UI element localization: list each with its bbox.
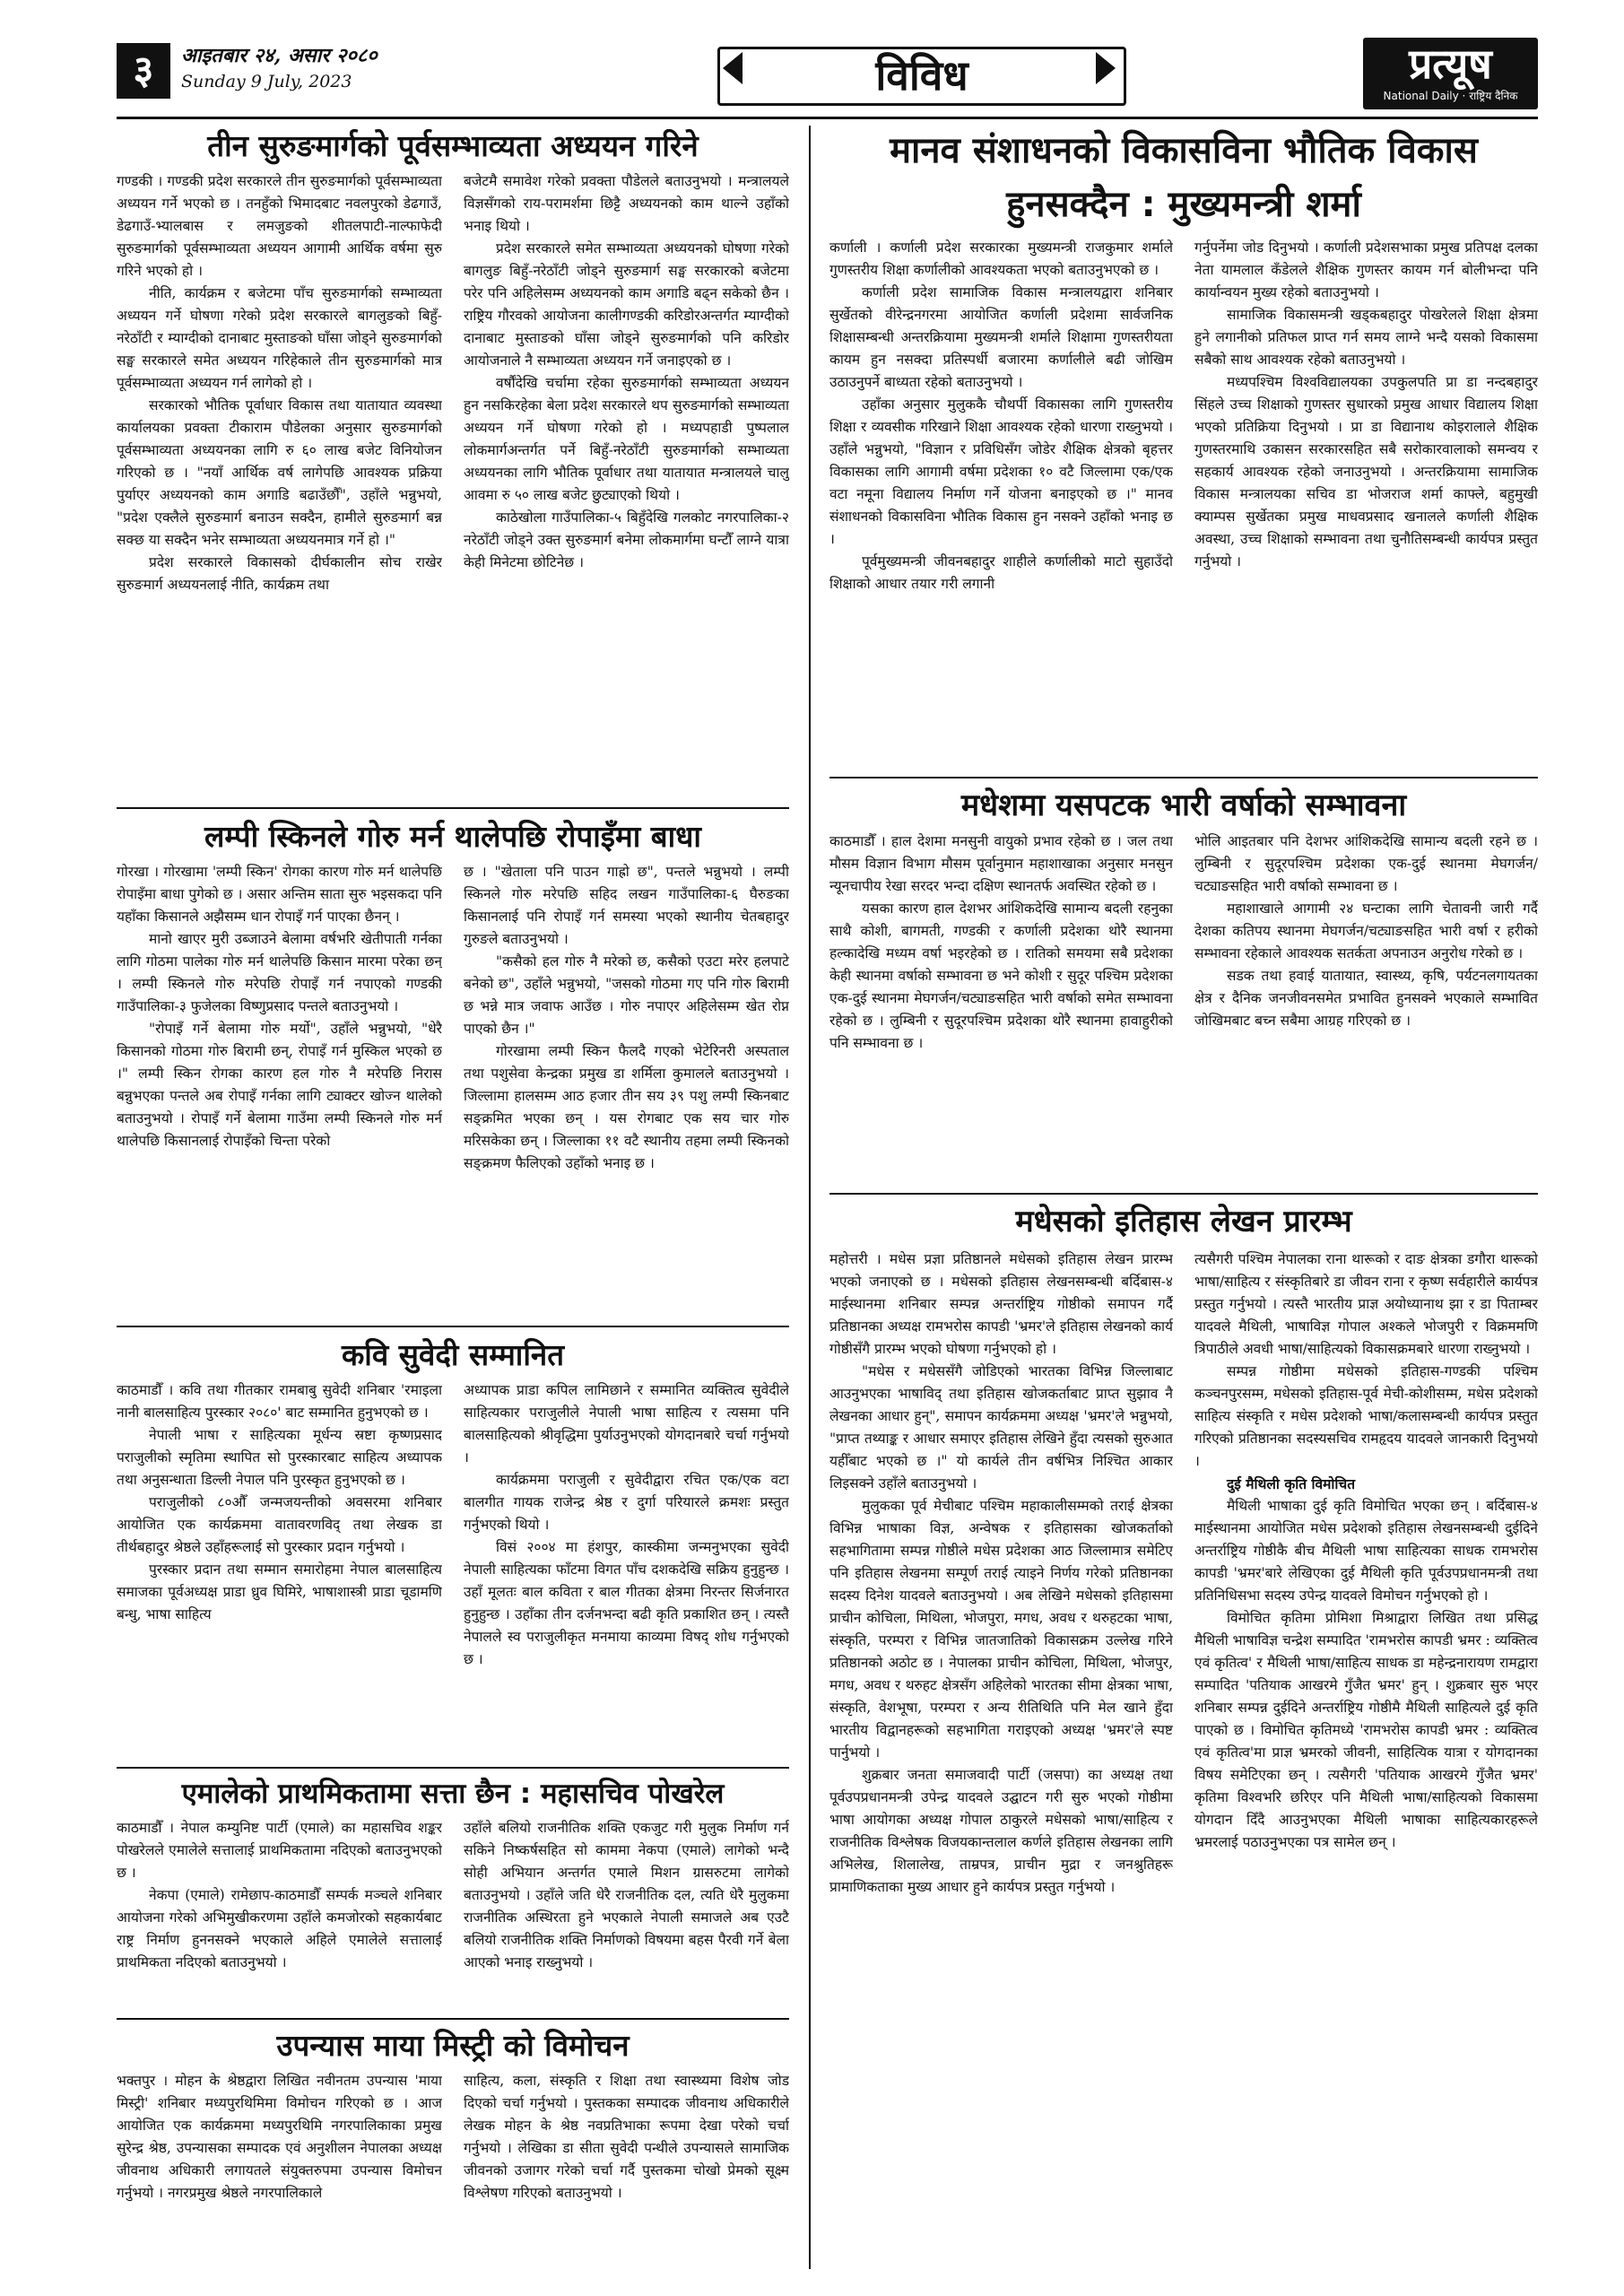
- paragraph: प्रदेश सरकारले समेत सम्भाव्यता अध्ययनको घोषणा गरेको बागलुङ बिहुँ-नरेठाँटी जोड्ने सुरुङमार्ग सङ्घ सरकारको बजेटमा परेर पनि अहिलेसम्म अध्ययनको काम अगाडि बढ्न सकेको छैन । राष्ट्रिय गौरवको आयोजना कालीगण्डकी करिडोरअन्तर्गत म्याग्दीको दानाबाट मुस्ताङको घाँसा जोड्ने सुरुङमार्गको पनि करिडोर आयोजनाले नै सम्भाव्यता अध्ययन गर्ने जनाइएको छ ।: [464, 240, 789, 369]
- paragraph: प्रदेश सरकारले विकासको दीर्घकालीन सोच राखेर सुरुङमार्ग अध्ययनलाई नीति, कार्यक्रम तथा: [117, 554, 442, 593]
- section-title: विविध: [717, 47, 1126, 106]
- paragraph: सरकारको भौतिक पूर्वाधार विकास तथा यातायात व्यवस्था कार्यालयका प्रवक्ता टीकाराम पौडेलका अनुसार सुरुङमार्गको पूर्वसम्भाव्यता अध्ययनका लागि रु ६० लाख बजेट विनियोजन गरिएको छ । "नयाँ आर्थिक वर्ष लागेपछि आवश्यक प्रक्रिया पुर्याएर अध्ययनको काम अगाडि बढाउँछौँ", उहाँले भन्नुभयो, "प्रदेश एक्लैले सुरुङमार्ग बनाउन सक्दैन, हामीले सुरुङमार्ग बन्न सक्छ या सक्दैन भनेर सम्भाव्यता अध्ययनमात्र गर्ने हो ।": [117, 397, 442, 548]
- paragraph: भोलि आइतबार पनि देशभर आंशिकदेखि सामान्य बदली रहने छ । लुम्बिनी र सुदूरपश्चिम प्रदेशका एक-दुई स्थानमा मेघगर्जन/चट्याङसहित भारी वर्षाको सम्भावना छ ।: [1194, 833, 1538, 894]
- paragraph: महाशाखाले आगामी २४ घन्टाका लागि चेतावनी जारी गर्दै देशका कतिपय स्थानमा मेघगर्जन/चट्याङसहित भारी वर्षा र हरीको सम्भावना रहेकाले आवश्यक सतर्कता अपनाउन अनुरोध गरेको छ ।: [1194, 900, 1538, 961]
- paragraph: सम्पन्न गोष्ठीमा मधेसको इतिहास-गण्डकी पश्चिम कञ्चनपुरसम्म, मधेसको इतिहास-पूर्व मेची-कोशीसम्म, मधेस प्रदेशको साहित्य संस्कृति र मधेस प्रदेशको भाषा/कलासम्बन्धी कार्यपत्र प्रस्तुत गरिएको प्रतिष्ठानका सदस्यसचिव रामहृदय यादवले जानकारी दिनुभयो ।: [1194, 1363, 1538, 1469]
- paragraph: विमोचित कृतिमा प्रोमिशा मिश्राद्वारा लिखित तथा प्रसिद्ध मैथिली भाषाविज्ञ चन्द्रेश सम्पादित 'रामभरोस कापडी भ्रमर : व्यक्तित्व एवं कृतित्व' र मैथिली भाषा/साहित्य साधक डा महेन्द्रनारायण रामद्वारा सम्पादित 'पतियाक आखरमे गुँजैत भ्रमर' हुन् । शुक्रबार सुरु भएर शनिबार सम्पन्न दुईदिने अन्तर्राष्ट्रिय गोष्ठीमै मैथिली साहित्यले दुई कृति पाएको छ । विमोचित कृतिमध्ये 'रामभरोस कापडी भ्रमर : व्यक्तित्व एवं कृतित्व'मा प्राज्ञ भ्रमरको जीवनी, साहित्यिक यात्रा र योगदानका विषय समेटिएका छन् । त्यसैगरी 'पतियाक आखरमे गुँजैत भ्रमर' कृतिमा विश्वभरि छरिएर पनि मैथिली भाषा/साहित्यको विकासमा योगदान दिँदै आउनुभएका मैथिली भाषाका साहित्यकारहरूले भ्रमरलाई पठाउनुभएका पत्र सामेल छन् ।: [1194, 1610, 1538, 1850]
- paragraph: काठमाडौँ । हाल देशमा मनसुनी वायुको प्रभाव रहेको छ । जल तथा मौसम विज्ञान विभाग मौसम पूर्वानुमान महाशाखाका अनुसार मनसुन न्यूनचापीय रेखा सरदर भन्दा दक्षिण स्थानतर्फ अवस्थित रहेको छ ।: [829, 833, 1173, 894]
- paragraph: "कसैको हल गोरु नै मरेको छ, कसैको एउटा मरेर हलपाटे बनेको छ", उहाँले भन्नुभयो, "जसको गोठमा गए पनि गोरु बिरामी छ भन्ने मात्र जवाफ आउँछ । गोरु नपाएर अहिलेसम्म खेत रोप्न पाएको छैन ।": [464, 953, 789, 1037]
- paragraph: काठेखोला गाउँपालिका-५ बिहुँदेखि गलकोट नगरपालिका-२ नरेठाँटी जोड्ने उक्त सुरुङमार्ग बनेमा लोकमार्गमा घन्टौँ लाग्ने यात्रा केही मिनेटमा छोटिनेछ ।: [464, 509, 789, 570]
- article-column: [829, 1248, 1173, 2266]
- masthead: [117, 36, 1538, 119]
- divider: [117, 2018, 789, 2020]
- paragraph: "रोपाइँ गर्ने बेलामा गोरु मर्यो", उहाँले भन्नुभयो, "धेरै किसानको गोठमा गोरु बिरामी छन्, रोपाइँ गर्न मुस्किल भएको छ ।" लम्पी स्किन रोगका कारण हल गोरु नै मरेपछि निरास बन्नुभएका पन्तले अब रोपाइँ गर्नका लागि ट्याक्टर खोज्न थालेको बताउनुभयो । रोपाइँ गर्ने बेलामा गाउँमा लम्पी स्किनले गोरु मर्न थालेपछि किसानलाई रोपाइँको चिन्ता परेको: [117, 1021, 442, 1149]
- paragraph: मानो खाएर मुरी उब्जाउने बेलामा वर्षभरि खेतीपाती गर्नका लागि गोठमा पालेका गोरु मर्न थालेपछि किसान मारमा परेका छन् । लम्पी स्किनले गोरु मरेपछि रोपाइँ गर्न नपाएको गण्डकी गाउँपालिका-३ फुजेलका विष्णुप्रसाद पन्तले बताउनुभयो ।: [117, 931, 442, 1014]
- divider: [117, 1326, 789, 1327]
- article-column: [117, 1379, 442, 1756]
- headline: कवि सुवेदी सम्मानित: [341, 1337, 565, 1372]
- page-number: ३: [117, 43, 170, 99]
- article-lumpy-skin: [117, 816, 789, 1318]
- paragraph: नेकपा (एमाले) रामेछाप-काठमाडौँ सम्पर्क मञ्चले शनिबार आयोजना गरेको अभिमुखीकरणमा उहाँले कमजोरको सहकार्यबाट राष्ट्र निर्माण हुननसक्ने भएकाले अहिले एमालेले सत्तालाई प्राथमिकता नदिएको बताउनुभयो ।: [117, 1887, 442, 1970]
- headline: उपन्यास माया मिस्ट्री को विमोचन: [276, 2028, 630, 2063]
- divider: [117, 807, 789, 809]
- paragraph: सडक तथा हवाई यातायात, स्वास्थ्य, कृषि, पर्यटनलगायतका क्षेत्र र दैनिक जनजीवनसमेत प्रभावित हुनसक्ने भएकाले सम्भावित जोखिमबाट बच्न सबैमा आग्रह गरिएको छ ।: [1194, 968, 1538, 1029]
- divider: [117, 1767, 789, 1769]
- article-poet-honoured: [117, 1335, 789, 1761]
- paragraph: बजेटमै समावेश गरेको प्रवक्ता पौडेलले बताउनुभयो । मन्त्रालयले विज्ञसँगको राय-परामर्शमा छिट्टै अध्ययनको काम थाल्ने उहाँको भनाइ थियो ।: [464, 173, 789, 234]
- paragraph: सामाजिक विकासमन्त्री खड्कबहादुर पोखरेलले शिक्षा क्षेत्रमा हुने लगानीको प्रतिफल प्राप्त गर्न समय लाग्ने भन्दै यसको विकासमा सबैको साथ आवश्यक रहेको बताउनुभयो ।: [1194, 307, 1538, 368]
- paragraph: उहाँका अनुसार मुलुककै चौथर्पी विकासका लागि गुणस्तरीय शिक्षा र व्यवसीक गरिखाने शिक्षा आवश्यक रहेको धारणा राख्नुभयो । उहाँले भन्नुभयो, "विज्ञान र प्रविधिसँग जोडेर शैक्षिक क्षेत्रको बृहत्तर विकासका लागि आगामी वर्षमा प्रदेशका १० वटै जिल्लामा एक/एक वटा नमूना विद्यालय निर्माण गर्ने योजना बनाइएको छ ।" मानव संशाधनको विकासविना भौतिक विकास हुन नसक्ने उहाँको भनाइ छ ।: [829, 396, 1173, 547]
- paragraph: मुलुकका पूर्व मेचीबाट पश्चिम महाकालीसम्मको तराई क्षेत्रका विभिन्न भाषाका विज्ञ, अन्वेषक र इतिहासका खोजकर्ताको सहभागितामा सम्पन्न गोष्ठीले मधेस प्रदेशका आठ जिल्लामात्र समेटिए पनि इतिहास लेखनमा सम्पूर्ण तराई त्याइने निर्णय गरेको प्रतिष्ठानका सदस्य दिनेश यादवले बताउनुभयो । अब लेखिने मधेसको इतिहासमा प्राचीन कोचिला, मिथिला, भोजपुरा, मगध, अवध र थरुहटका भाषा, संस्कृति, परम्परा र विभिन्न जातजातिको विकासक्रम उल्लेख गरिने प्रतिष्ठानको अठोट छ । नेपालका प्राचीन कोचिला, मिथिला, भोजपुर, मगध, अवध र थरुहट क्षेत्रसँग अहिलेको भारतका सीमा क्षेत्रका भाषा, संस्कृति, वेशभूषा, परम्परा र अन्य रीतिथिति पनि मेल खाने हुँदा भारतीय विद्वानहरूको सहभागिता गराइएको अध्यक्ष 'भ्रमर'ले स्पष्ट पार्नुभयो ।: [829, 1498, 1173, 1761]
- paragraph: मध्यपश्चिम विश्वविद्यालयका उपकुलपति प्रा डा नन्दबहादुर सिंहले उच्च शिक्षाको गुणस्तर सुधारको प्रमुख आधार विद्यालय शिक्षा भएको प्रतिक्रिया दिनुभयो । प्रा डा विद्यानाथ कोइरालाले शैक्षिक गुणस्तरमाथि उकासन सरकारसहित सबै सरोकारवालाको समन्वय र सहकार्य आवश्यक रहेको जनाउनुभयो । अन्तरक्रियामा सामाजिक विकास मन्त्रालयका सचिव डा भोजराज शर्मा काफ्ले, बहुमुखी क्याम्पस सुर्खेतका प्रमुख माधवप्रसाद खनालले कर्णाली शैक्षिक अवस्था, उच्च शिक्षाको सम्भावना तथा चुनौतिसम्बन्धी कार्यपत्र प्रस्तुत गर्नुभयो ।: [1194, 374, 1538, 570]
- article-column: [1194, 237, 1538, 766]
- paragraph: शुक्रबार जनता समाजवादी पार्टी (जसपा) का अध्यक्ष तथा पूर्वउपप्रधानमन्त्री उपेन्द्र यादवले उद्घाटन गरी सुरु भएको गोष्ठीमा भाषा आयोगका अध्यक्ष गोपाल ठाकुरले मधेसको भाषा/साहित्य र राजनीतिक विश्लेषक विजयकान्तलाल कर्णले इतिहास लेखनका लागि अभिलेख, शिलालेख, ताम्रपत्र, प्राचीन मुद्रा र जनश्रुतिहरू प्रामाणिकताका मुख्य आधार हुने कार्यपत्र प्रस्तुत गर्नुभयो ।: [829, 1767, 1173, 1895]
- paragraph: काठमाडौँ । कवि तथा गीतकार रामबाबु सुवेदी शनिबार 'रमाइला नानी बालसाहित्य पुरस्कार २०८०' बाट सम्मानित हुनुभएको छ ।: [117, 1382, 442, 1421]
- article-column: [117, 170, 442, 789]
- logo-title: प्रत्यूष: [1409, 39, 1492, 88]
- paragraph: कार्यक्रममा पराजुली र सुवेदीद्वारा रचित एक/एक वटा बालगीत गायक राजेन्द्र श्रेष्ठ र दुर्गा परियारले क्रमशः प्रस्तुत गर्नुभएको थियो ।: [464, 1472, 789, 1533]
- article-column: [464, 170, 789, 789]
- paragraph: काठमाडौँ । नेपाल कम्युनिष्ट पार्टी (एमाले) का महासचिव शङ्कर पोखरेलले एमालेले सत्तालाई प्राथमिकतामा नदिएको बताउनुभएको छ ।: [117, 1820, 442, 1881]
- paragraph: छ । "खेताला पनि पाउन गाह्रो छ", पन्तले भन्नुभयो । लम्पी स्किनले गोरु मरेपछि सहिद लखन गाउँपालिका-६ घैरुङका किसानलाई पनि रोपाइँ गर्न समस्या भएको स्थानीय चेतबहादुर गुरुङले बताउनुभयो ।: [464, 864, 789, 947]
- paragraph: उहाँले बलियो राजनीतिक शक्ति एकजुट गरी मुलुक निर्माण गर्न सकिने निष्कर्षसहित सो काममा नेकपा (एमाले) लागेको भन्दै सोही अभियान अन्तर्गत एमाले मिशन ग्रासरुटमा लागेको बताउनुभयो । उहाँले जति धेरै राजनीतिक दल, त्यति धेरै मुलुकमा राजनीतिक अस्थिरता हुने भएकाले नेपाली समाजले अब एउटै बलियो राजनीतिक शक्ति निर्माणको विषयमा बहस पैरवी गर्ने बेला आएको भनाइ राख्नुभयो ।: [464, 1820, 789, 1970]
- paragraph: कर्णाली । कर्णाली प्रदेश सरकारका मुख्यमन्त्री राजकुमार शर्माले गुणस्तरीय शिक्षा कर्णालीको आवश्यकता भएको बताउनुभएको छ ।: [829, 239, 1173, 278]
- paragraph: पराजुलीको ८०औँ जन्मजयन्तीको अवसरमा शनिबार आयोजित एक कार्यक्रममा वातावरणविद् तथा लेखक डा तीर्थबहादुर श्रेष्ठले उहाँहरूलाई सो पुरस्कार प्रदान गर्नुभयो ।: [117, 1494, 442, 1555]
- newspaper-logo: [1363, 38, 1538, 109]
- article-column: [829, 237, 1173, 766]
- article-column: [464, 861, 789, 1309]
- paragraph: "मधेस र मधेससँगै जोडिएको भारतका विभिन्न जिल्लाबाट आउनुभएका भाषाविद् तथा इतिहास खोजकर्ताबाट प्राप्त सुझाव नै लेखनका आधार हुन्", समापन कार्यक्रममा अध्यक्ष 'भ्रमर'ले भन्नुभयो, "प्राप्त तथ्याङ्क र आधार समाएर इतिहास लेखिने हुँदा त्यसको सुरुआत यहीँबाट भएको छ ।" यो कार्यले तीन वर्षभित्र निश्चित आकार लिइसक्ने उहाँले बताउनुभयो ।: [829, 1363, 1173, 1492]
- paragraph: गोरखा । गोरखामा 'लम्पी स्किन' रोगका कारण गोरु मर्न थालेपछि रोपाइँमा बाधा पुगेको छ । असार अन्तिम साता सुरु भइसकदा पनि यहाँका किसानले अझैसम्म धान रोपाइँ गर्न पाएका छैनन् ।: [117, 864, 442, 925]
- headline: लम्पी स्किनले गोरु मर्न थालेपछि रोपाइँमा बाधा: [204, 819, 701, 854]
- paragraph: पूर्वमुख्यमन्त्री जीवनबहादुर शाहीले कर्णालीको माटो सुहाउँदो शिक्षाको आधार तयार गरी लगानी: [829, 553, 1173, 592]
- article-column: [117, 861, 442, 1309]
- article-column: [117, 1817, 442, 2010]
- article-column: [464, 1817, 789, 2010]
- paragraph: गण्डकी । गण्डकी प्रदेश सरकारले तीन सुरुङमार्गको पूर्वसम्भाव्यता अध्ययन गर्ने भएको छ । तनहुँको भिमादबाट नवलपुरको डेढगाउँ, डेढगाउँ-भ्यालबास र लमजुङको शीतलपाटी-नाल्फाफेदी सुरुङमार्गको पूर्वसम्भाव्यता अध्ययन आगामी आर्थिक वर्षमा सुरु गरिने भएको हो ।: [117, 173, 442, 279]
- divider: [829, 1193, 1538, 1195]
- headline: मधेसको इतिहास लेखन प्रारम्भ: [1015, 1204, 1352, 1239]
- article-novel-launch: [117, 2025, 789, 2269]
- paragraph: भक्तपुर । मोहन के श्रेष्ठद्वारा लिखित नवीनतम उपन्यास 'माया मिस्ट्री' शनिबार मध्यपुरथिमिमा विमोचन गरिएको छ । आज आयोजित एक कार्यक्रममा मध्यपुरथिमि नगरपालिकाका प्रमुख सुरेन्द्र श्रेष्ठ, उपन्यासका सम्पादक एवं अनुशीलन नेपालका अध्यक्ष जीवनाथ अधिकारी लगायतले संयुक्तरुपमा उपन्यास विमोचन गर्नुभयो । नगरप्रमुख श्रेष्ठले नगरपालिकाले: [117, 2073, 442, 2201]
- article-madhesh-rain: [829, 784, 1538, 1187]
- arrow-right-icon: [1096, 52, 1116, 84]
- headline: मानव संशाधनको विकासविना भौतिक विकास: [890, 130, 1478, 171]
- paragraph: नीति, कार्यक्रम र बजेटमा पाँच सुरुङमार्गको सम्भाव्यता अध्ययन गर्ने घोषणा गरेको प्रदेश सरकारले बागलुङको बिहुँ-नरेठाँटी र म्याग्दीको दानाबाट मुस्ताङको घाँसा जोड्ने सुरुङमार्गको सङ्घ सरकारले समेत अध्ययन गरिहेकाले तीन सुरुङमार्गको मात्र पूर्वसम्भाव्यता अध्ययन गर्न लागेको हो ।: [117, 285, 442, 391]
- article-column: [117, 2070, 442, 2266]
- paragraph: कर्णाली प्रदेश सामाजिक विकास मन्त्रालयद्वारा शनिबार सुर्खेतको वीरेन्द्रनगरमा आयोजित कर्णाली प्रदेशमा सार्वजनिक शिक्षासम्बन्धी अन्तरक्रियामा मुख्यमन्त्री शर्माले शिक्षामा गुणस्तरीयता कायम हुन नसक्दा प्रतिस्पर्धी बजारमा कर्णालीले बढी जोखिम उठाउनुपर्ने बाध्यता रहेको बताउनुभयो ।: [829, 284, 1173, 390]
- paragraph: यसका कारण हाल देशभर आंशिकदेखि सामान्य बदली रहनुका साथै कोशी, बागमती, गण्डकी र कर्णाली प्रदेशका थोरै स्थानमा हल्कादेखि मध्यम वर्षा भइरहेको छ । रातिको समयमा सबै प्रदेशका केही स्थानमा वर्षाको सम्भावना छ भने कोशी र सुदूर पश्चिम प्रदेशका एक-दुई स्थानमा मेघगर्जन/चट्याङसहित भारी वर्षाको समेत सम्भावना रहेको छ । लुम्बिनी र सुदूरपश्चिम प्रदेशका थोरै स्थानमा हावाहुरीको पनि सम्भावना छ ।: [829, 900, 1173, 1051]
- paragraph: वर्षौंदेखि चर्चामा रहेका सुरुङमार्गको सम्भाव्यता अध्ययन हुन नसकिरहेका बेला प्रदेश सरकारले थप सुरुङमार्गको सम्भाव्यता अध्ययन गर्ने घोषणा गरेको हो । मध्यपहाडी पुष्पलाल लोकमार्गअन्तर्गत पर्ने बिहुँ-नरेठाँटी सुरुङमार्गको सम्भाव्यता अध्ययनका लागि भौतिक पूर्वाधार तथा यातायात मन्त्रालयले चालु आवमा रु ५० लाख बजेट छुट्याएको थियो ।: [464, 375, 789, 503]
- article-tunnel: [117, 126, 789, 798]
- divider: [829, 777, 1538, 778]
- article-column: [464, 2070, 789, 2266]
- paragraph: मैथिली भाषाका दुई कृति विमोचित भएका छन् । बर्दिबास-४ माईस्थानमा आयोजित मधेस प्रदेशको इतिहास लेखनसम्बन्धी दुईदिने अन्तर्राष्ट्रिय गोष्ठीकै बीच मैथिली भाषा साहित्यका साधक रामभरोस कापडी 'भ्रमर'बारे लेखिएका दुई मैथिली कृति पूर्वउपप्रधानमन्त्री तथा प्रतिनिधिसभा सदस्य उपेन्द्र यादवले विमोचन गर्नुभएको हो ।: [1194, 1498, 1538, 1604]
- column-divider: [809, 126, 811, 2269]
- headline-second-line: हुनसक्दैन : मुख्यमन्त्री शर्मा: [1006, 184, 1361, 225]
- headline: तीन सुरुङमार्गको पूर्वसम्भाव्यता अध्ययन गरिने: [207, 128, 699, 163]
- paragraph: पुरस्कार प्रदान तथा सम्मान समारोहमा नेपाल बालसाहित्य समाजका पूर्वअध्यक्ष प्राडा ध्रुव घिमिरे, भाषाशास्त्री प्राडा चूडामणि बन्धु, भाषा साहित्य: [117, 1561, 442, 1622]
- headline: एमालेको प्राथमिकतामा सत्ता छैन : महासचिव पोखरेल: [181, 1778, 725, 1810]
- logo-subtitle: National Daily · राष्ट्रिय दैनिक: [1383, 90, 1518, 102]
- paragraph: गर्नुपर्नेमा जोड दिनुभयो । कर्णाली प्रदेशसभाका प्रमुख प्रतिपक्ष दलका नेता यामलाल कँडेलले शैक्षिक गुणस्तर कायम गर्न बोलीभन्दा पनि कार्यान्वयन मुख्य रहेको बताउनुभयो ।: [1194, 239, 1538, 300]
- paragraph: महोत्तरी । मधेस प्रज्ञा प्रतिष्ठानले मधेसको इतिहास लेखन प्रारम्भ भएको जनाएको छ । मधेसको इतिहास लेखनसम्बन्धी बर्दिबास-४ माईस्थानमा शनिबार सम्पन्न अन्तर्राष्ट्रिय गोष्ठीको समापन गर्दै प्रतिष्ठानका अध्यक्ष रामभरोस कापडी 'भ्रमर'ले इतिहास लेखनको कार्य गोष्ठीसँगै प्रारम्भ भएको घोषणा गर्नुभएको हो ।: [829, 1251, 1173, 1357]
- article-madhes-history: [829, 1200, 1538, 2269]
- date-block: [181, 41, 378, 91]
- subheading: दुई मैथिली कृति विमोचित: [1227, 1475, 1356, 1492]
- article-column: [1194, 1248, 1538, 2266]
- paragraph: साहित्य, कला, संस्कृति र शिक्षा तथा स्वास्थ्यमा विशेष जोड दिएको चर्चा गर्नुभयो । पुस्तकका सम्पादक जीवनाथ अधिकारीले लेखक मोहन के श्रेष्ठ नवप्रतिभाका रूपमा देखा परेको चर्चा गर्नुभयो । लेखिका डा सीता सुवेदी पन्थीले उपन्यासले सामाजिक जीवनको उजागर गरेको चर्चा गर्दै पुस्तकमा चोखो प्रेमको सूक्ष्म विश्लेषण गरिएको बताउनुभयो ।: [464, 2073, 789, 2201]
- paragraph: गोरखामा लम्पी स्किन फैलदै गएको भेटेरिनरी अस्पताल तथा पशुसेवा केन्द्रका प्रमुख डा शर्मिला कुमालले बताउनुभयो । जिल्लामा हालसम्म आठ हजार तीन सय ३९ पशु लम्पी स्किनबाट सङ्क्रमित भएका छन् । यस रोगबाट एक सय चार गोरु मरिसकेका छन् । जिल्लाका ११ वटै स्थानीय तहमा लम्पी स्किनको सङ्क्रमण फैलिएको उहाँको भनाइ छ ।: [464, 1043, 789, 1171]
- article-column: [464, 1379, 789, 1756]
- article-column: [1194, 831, 1538, 1185]
- date-english: Sunday 9 July, 2023: [181, 72, 352, 91]
- article-uml-priority: [117, 1774, 789, 2012]
- arrow-left-icon: [723, 52, 743, 84]
- article-column: [829, 831, 1173, 1185]
- paragraph: त्यसैगरी पश्चिम नेपालका राना थारूको र दाङ क्षेत्रका डगौरा थारूको भाषा/साहित्य र संस्कृतिबारे डा जीवन राना र कृष्ण सर्वहारीले कार्यपत्र प्रस्तुत गर्नुभयो । त्यस्तै भारतीय प्राज्ञ अयोध्यानाथ झा र डा पिताम्बर यादवले मैथिली, भाषाविज्ञ गोपाल अश्कले भोजपुरी र विक्रममणि त्रिपाठीले अवधी भाषा/साहित्यको विकासक्रमबारे धारणा राख्नुभयो ।: [1194, 1251, 1538, 1357]
- paragraph: अध्यापक प्राडा कपिल लामिछाने र सम्मानित व्यक्तित्व सुवेदीले साहित्यकार पराजुलीले नेपाली भाषा साहित्य र त्यसमा पनि बालसाहित्यको श्रीवृद्धिमा पुर्याउनुभएको योगदानबारे चर्चा गर्नुभयो ।: [464, 1382, 789, 1465]
- paragraph: नेपाली भाषा र साहित्यका मूर्धन्य स्रष्टा कृष्णप्रसाद पराजुलीको स्मृतिमा स्थापित सो पुरस्कारबाट साहित्य अध्यापक तथा अनुसन्धाता डिल्ली नेपाल पनि पुरस्कृत हुनुभएको छ ।: [117, 1427, 442, 1488]
- article-chief-minister: [829, 126, 1538, 771]
- headline: मधेशमा यसपटक भारी वर्षाको सम्भावना: [960, 787, 1407, 823]
- paragraph: विसं २००४ मा हंशपुर, कास्कीमा जन्मनुभएका सुवेदी नेपाली साहित्यका फाँटमा विगत पाँच दशकदेखि सक्रिय हुनुहुन्छ । उहाँ मूलतः बाल कविता र बाल गीतका क्षेत्रमा निरन्तर सिर्जनारत हुनुहुन्छ । उहाँका तीन दर्जनभन्दा बढी कृति प्रकाशित छन् । त्यस्तै नेपालले स्व पराजुलीकृत मनमाया काव्यमा विषद् शोध गर्नुभएको छ ।: [464, 1539, 789, 1667]
- date-nepali: आइतबार २४, असार २०८०: [181, 44, 378, 67]
